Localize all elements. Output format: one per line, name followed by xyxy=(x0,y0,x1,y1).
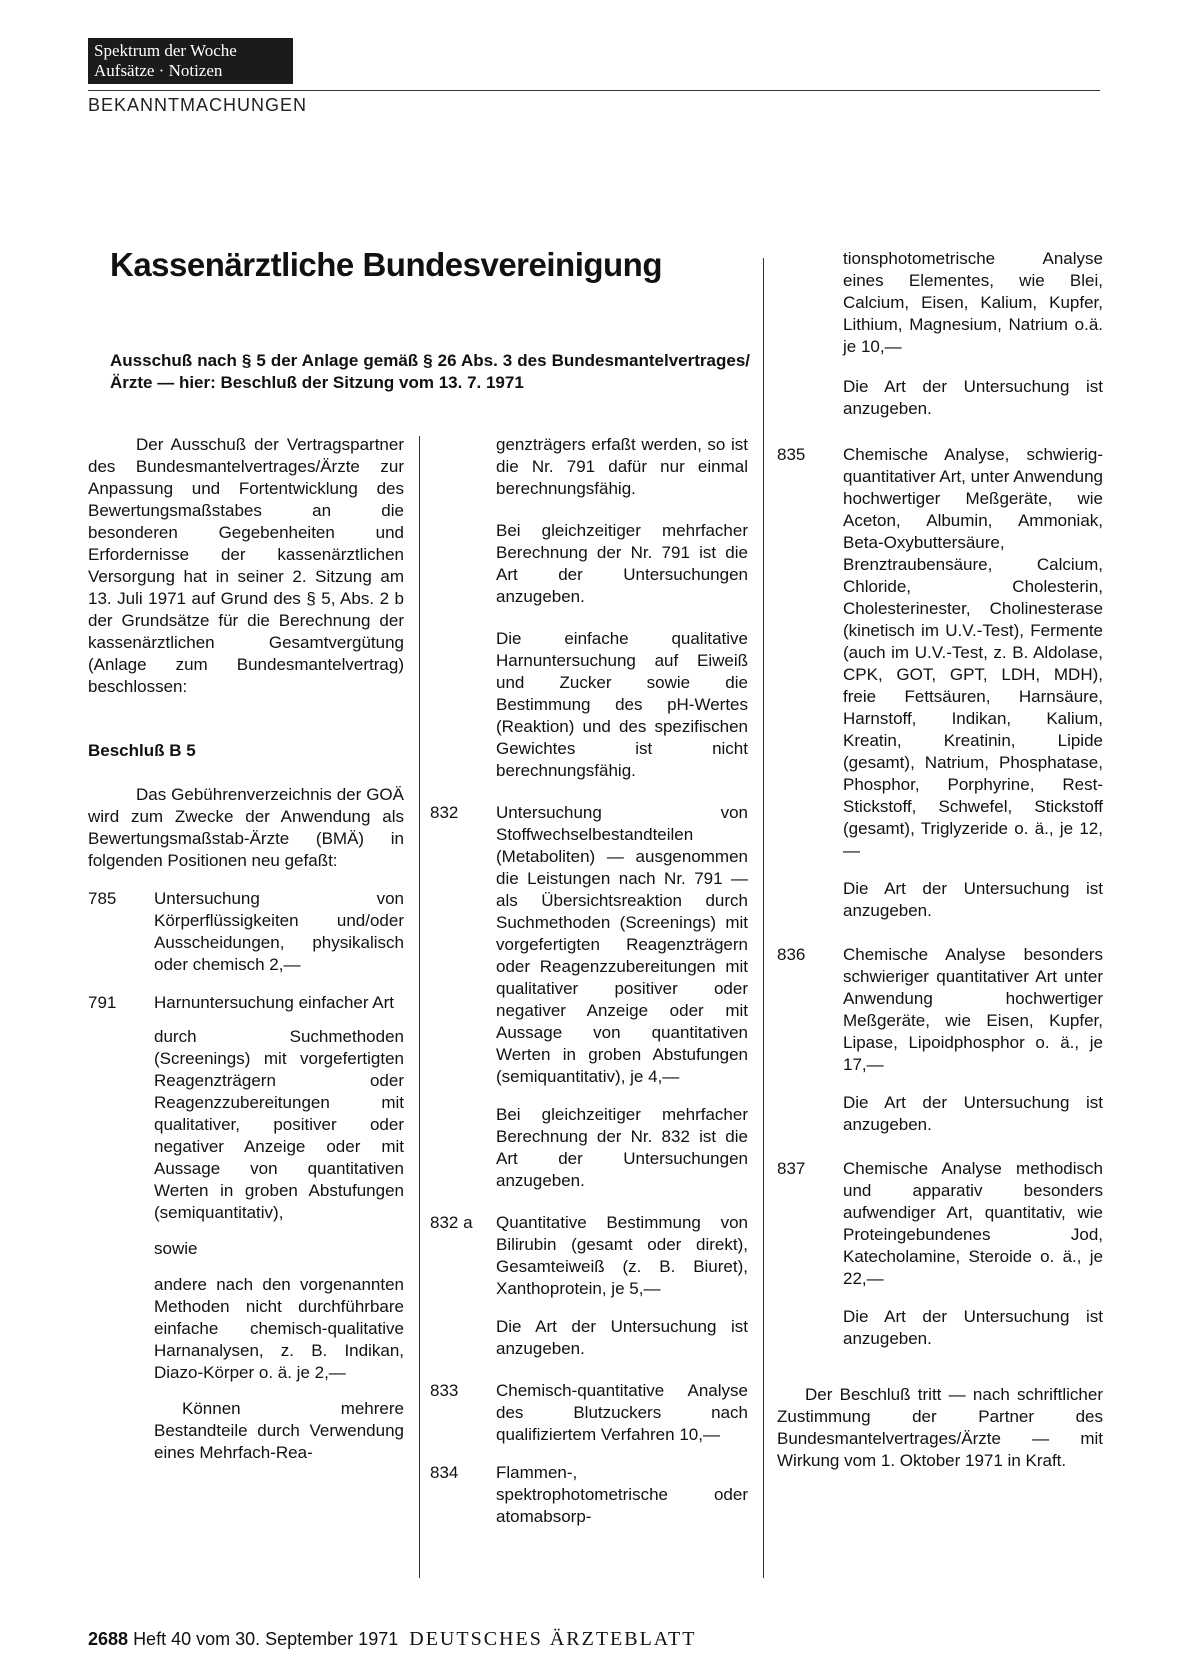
entry-833 xyxy=(430,1380,748,1446)
entry-number: 832 a xyxy=(430,1213,473,1232)
entry-number: 791 xyxy=(88,993,117,1012)
entry-836 xyxy=(777,944,1103,1076)
entry-791-sub-4: Können mehrere Bestandteile durch Verwendung eines Mehrfach-Rea- xyxy=(154,1399,404,1462)
entry-791-sub-2: sowie xyxy=(154,1239,198,1258)
entry-text: Chemische Analyse methodisch und apparativ besonders aufwendiger Art, quantitativ, wie Proteingebundenes Jod, Katecholamine, Steroide o. ä., je 22,— xyxy=(843,1159,1103,1288)
tag-line-2: Aufsätze · Notizen xyxy=(94,61,223,80)
entry-number: 837 xyxy=(777,1159,806,1178)
header-rule xyxy=(88,90,1100,91)
entry-text: Untersuchung von Stoffwechselbestandteilen (Metaboliten) — ausgenommen die Leistungen nach Nr. 791 — als Übersichtsreaktion durch Suchmethoden (Screenings) mit vorgefertigten Reagenzträgern oder Reagenzzubereitungen mit qualitativer positiver oder negativer Anzeige oder mit Aussage von quantitativen Werten in groben Abstufungen (semiquantitativ), je 4,— xyxy=(496,803,748,1086)
entry-text: Untersuchung von Körperflüssigkeiten und/oder Ausscheidungen, physikalisch oder chemisch 2,— xyxy=(154,889,404,974)
entry-791-sub-1: durch Suchmethoden (Screenings) mit vorgefertigten Reagenzträgern oder Reagenzzubereitungen mit qualitativer, positiver oder negativer Anzeige oder mit Aussage von quantitativen Werten in groben Abstufungen (semiquantitativ), xyxy=(154,1027,404,1222)
entry-791-sub-3: andere nach den vorgenannten Methoden nicht durchführbare einfache chemisch-qualitative Harnanalysen, z. B. Indikan, Diazo-Körper o. ä. je 2,— xyxy=(154,1275,404,1382)
page-number: 2688 xyxy=(88,1629,129,1649)
continuation-834: tionsphotometrische Analyse eines Elementes, wie Blei, Calcium, Eisen, Kalium, Kupfer, Lithium, Magnesium, Natrium o.ä. je 10,— xyxy=(843,249,1103,356)
entry-number: 832 xyxy=(430,803,459,822)
entry-785 xyxy=(88,888,404,976)
column-2 xyxy=(430,434,748,1544)
entry-834-note: Die Art der Untersuchung ist anzugeben. xyxy=(843,377,1103,418)
page-footer xyxy=(88,1628,696,1651)
article-subtitle: Ausschuß nach § 5 der Anlage gemäß § 26 Abs. 3 des Bundesmantelvertrages/Ärzte — hier: Beschluß der Sitzung vom 13. 7. 1971 xyxy=(110,351,750,392)
entry-text: Chemische Analyse besonders schwieriger quantitativer Art unter Anwendung hochwertiger Meßgeräte, wie Eisen, Kupfer, Lipase, Lipoidphosphor o. ä., je 17,— xyxy=(843,945,1103,1074)
note-791-multiple: Bei gleichzeitiger mehrfacher Berechnung der Nr. 791 ist die Art der Untersuchungen anzugeben. xyxy=(496,521,748,606)
entry-text: Quantitative Bestimmung von Bilirubin (gesamt oder direkt), Gesamteiweiß (z. B. Biuret), Xanthoprotein, je 5,— xyxy=(496,1213,748,1298)
intro-paragraph: Der Ausschuß der Vertragspartner des Bundesmantelvertrages/Ärzte zur Anpassung und Fortentwicklung des Bewertungsmaßstabes an die besonderen Gegebenheiten und Erfordernisse der kassenärztlichen Versorgung hat in seiner 2. Sitzung am 13. Juli 1971 auf Grund des § 5, Abs. 2 b der Grundsätze für die Berechnung der kassenärztlichen Gesamtvergütung (Anlage zum Bundesmantelvertrag) beschlossen: xyxy=(88,435,404,696)
entry-number: 833 xyxy=(430,1381,459,1400)
continuation-791: genzträgers erfaßt werden, so ist die Nr. 791 dafür nur einmal berechnungsfähig. xyxy=(496,435,748,498)
resolution-heading: Beschluß B 5 xyxy=(88,741,196,760)
entry-number: 836 xyxy=(777,945,806,964)
entry-text: Harnuntersuchung einfacher Art xyxy=(154,993,395,1012)
entry-number: 835 xyxy=(777,445,806,464)
entry-837-note: Die Art der Untersuchung ist anzugeben. xyxy=(843,1307,1103,1348)
column-divider-2 xyxy=(763,436,764,1578)
magazine-name: DEUTSCHES ÄRZTEBLATT xyxy=(409,1628,697,1650)
issue-info: Heft 40 vom 30. September 1971 xyxy=(133,1629,399,1649)
column-1 xyxy=(88,434,404,1478)
entry-835 xyxy=(777,444,1103,862)
entry-834 xyxy=(430,1462,748,1528)
entry-791 xyxy=(88,992,404,1014)
entry-832a-note: Die Art der Untersuchung ist anzugeben. xyxy=(496,1317,748,1358)
entry-832 xyxy=(430,802,748,1088)
entry-text: Chemisch-quantitative Analyse des Blutzuckers nach qualifiziertem Verfahren 10,— xyxy=(496,1381,748,1444)
tag-line-1: Spektrum der Woche xyxy=(94,41,237,60)
entry-text: Flammen-, spektrophotometrische oder atomabsorp- xyxy=(496,1463,748,1526)
entry-836-note: Die Art der Untersuchung ist anzugeben. xyxy=(843,1093,1103,1134)
column-divider-1 xyxy=(419,436,420,1578)
entry-number: 785 xyxy=(88,889,117,908)
section-tag xyxy=(88,38,293,84)
column-3 xyxy=(777,248,1103,1488)
entry-835-note: Die Art der Untersuchung ist anzugeben. xyxy=(843,879,1103,920)
entry-832a xyxy=(430,1212,748,1300)
article-title: Kassenärztliche Bundesvereinigung xyxy=(110,246,662,283)
resolution-paragraph: Das Gebührenverzeichnis der GOÄ wird zum Zwecke der Anwendung als Bewertungsmaßstab-Ärzte (BMÄ) in folgenden Positionen neu gefaßt: xyxy=(88,785,404,870)
note-791-excluded: Die einfache qualitative Harnuntersuchung auf Eiweiß und Zucker sowie die Bestimmung des pH-Wertes (Reaktion) und des spezifischen Gewichtes ist nicht berechnungsfähig. xyxy=(496,629,748,780)
entry-837 xyxy=(777,1158,1103,1290)
entry-number: 834 xyxy=(430,1463,459,1482)
closing-paragraph: Der Beschluß tritt — nach schriftlicher Zustimmung der Partner des Bundesmantelvertrages/Ärzte — mit Wirkung vom 1. Oktober 1971 in Kraft. xyxy=(777,1385,1103,1470)
entry-text: Chemische Analyse, schwierig-quantitativer Art, unter Anwendung hochwertiger Meßgeräte, wie Aceton, Albumin, Ammoniak, Beta-Oxybuttersäure, Brenztraubensäure, Calcium, Chloride, Cholesterin, Cholesterinester, Cholinesterase (kinetisch im U.V.-Test), Fermente (auch im U.V.-Test, z. B. Aldolase, CPK, GOT, GPT, LDH, MDH), freie Fettsäuren, Harnsäure, Harnstoff, Indikan, Kalium, Kreatin, Kreatinin, Lipide (gesamt), Natrium, Phosphatase, Phosphor, Porphyrine, Rest-Stickstoff, Schwefel, Stickstoff (gesamt), Triglyzeride o. ä., je 12,— xyxy=(843,445,1103,860)
section-label: BEKANNTMACHUNGEN xyxy=(88,95,308,115)
entry-832-note: Bei gleichzeitiger mehrfacher Berechnung der Nr. 832 ist die Art der Untersuchungen anzugeben. xyxy=(496,1105,748,1190)
